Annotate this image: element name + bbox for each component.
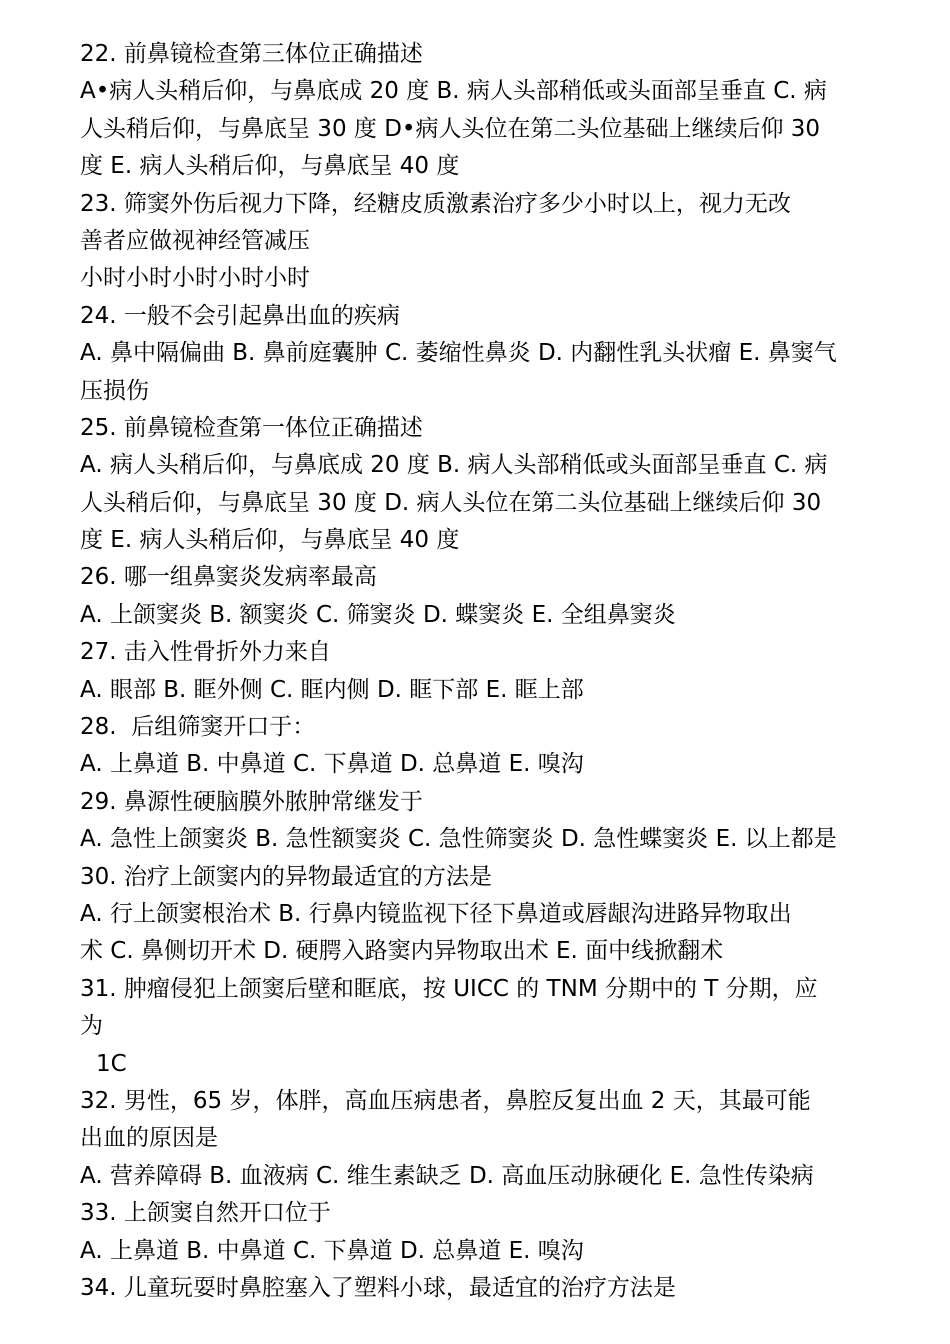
- q22-options-line-1: A•病人头稍后仰，与鼻底成 20 度 B. 病人头部稍低或头面部呈垂直 C. 病: [80, 78, 827, 105]
- q23-stem-line-2: 善者应做视神经管减压: [80, 227, 310, 254]
- q24-stem: 24. 一般不会引起鼻出血的疾病: [80, 302, 400, 329]
- q23-stem-line-1: 23. 筛窦外伤后视力下降，经糖皮质激素治疗多少小时以上，视力无改: [80, 190, 791, 217]
- q25-options-line-3: 度 E. 病人头稍后仰，与鼻底呈 40 度: [80, 527, 460, 554]
- q31-options: 1C: [96, 1050, 127, 1077]
- q25-options-line-1: A. 病人头稍后仰，与鼻底成 20 度 B. 病人头部稍低或头面部呈垂直 C. 病: [80, 452, 828, 479]
- q34-stem: 34. 儿童玩耍时鼻腔塞入了塑料小球，最适宜的治疗方法是: [80, 1274, 676, 1301]
- q22-options-line-3: 度 E. 病人头稍后仰，与鼻底呈 40 度: [80, 153, 460, 180]
- q31-stem-line-1: 31. 肿瘤侵犯上颌窦后壁和眶底，按 UICC 的 TNM 分期中的 T 分期，应: [80, 975, 818, 1002]
- q26-options: A. 上颌窦炎 B. 额窦炎 C. 筛窦炎 D. 蝶窦炎 E. 全组鼻窦炎: [80, 601, 676, 628]
- q25-stem: 25. 前鼻镜检查第一体位正确描述: [80, 414, 423, 441]
- q26-stem: 26. 哪一组鼻窦炎发病率最高: [80, 564, 377, 591]
- q30-options-line-2: 术 C. 鼻侧切开术 D. 硬腭入路窦内异物取出术 E. 面中线掀翻术: [80, 938, 724, 965]
- q28-stem: 28. 后组筛窦开口于：: [80, 714, 316, 741]
- q28-options: A. 上鼻道 B. 中鼻道 C. 下鼻道 D. 总鼻道 E. 嗅沟: [80, 751, 584, 778]
- document-page: [80, 36, 875, 1307]
- q32-options: A. 营养障碍 B. 血液病 C. 维生素缺乏 D. 高血压动脉硬化 E. 急性传染病: [80, 1162, 814, 1189]
- q22-options-line-2: 人头稍后仰，与鼻底呈 30 度 D•病人头位在第二头位基础上继续后仰 30: [80, 115, 821, 142]
- q33-stem: 33. 上颌窦自然开口位于: [80, 1200, 331, 1227]
- q29-options: A. 急性上颌窦炎 B. 急性额窦炎 C. 急性筛窦炎 D. 急性蝶窦炎 E. 以上都是: [80, 826, 837, 853]
- q23-options: 小时小时小时小时小时: [80, 265, 310, 292]
- q30-stem: 30. 治疗上颌窦内的异物最适宜的方法是: [80, 863, 492, 890]
- q32-stem-line-2: 出血的原因是: [80, 1125, 218, 1152]
- q30-options-line-1: A. 行上颌窦根治术 B. 行鼻内镜监视下径下鼻道或唇龈沟进路异物取出: [80, 900, 792, 927]
- q22-stem: 22. 前鼻镜检查第三体位正确描述: [80, 41, 423, 67]
- q24-options-line-2: 压损伤: [80, 377, 149, 404]
- q32-stem-line-1: 32. 男性，65 岁，体胖，高血压病患者，鼻腔反复出血 2 天，其最可能: [80, 1087, 811, 1114]
- q27-options: A. 眼部 B. 眶外侧 C. 眶内侧 D. 眶下部 E. 眶上部: [80, 676, 584, 703]
- q31-stem-line-2: 为: [80, 1013, 103, 1040]
- q27-stem: 27. 击入性骨折外力来自: [80, 639, 331, 666]
- q24-options-line-1: A. 鼻中隔偏曲 B. 鼻前庭囊肿 C. 萎缩性鼻炎 D. 内翻性乳头状瘤 E. 鼻窦气: [80, 340, 837, 367]
- q29-stem: 29. 鼻源性硬脑膜外脓肿常继发于: [80, 788, 423, 815]
- q33-options: A. 上鼻道 B. 中鼻道 C. 下鼻道 D. 总鼻道 E. 嗅沟: [80, 1237, 584, 1264]
- q25-options-line-2: 人头稍后仰，与鼻底呈 30 度 D. 病人头位在第二头位基础上继续后仰 30: [80, 489, 822, 516]
